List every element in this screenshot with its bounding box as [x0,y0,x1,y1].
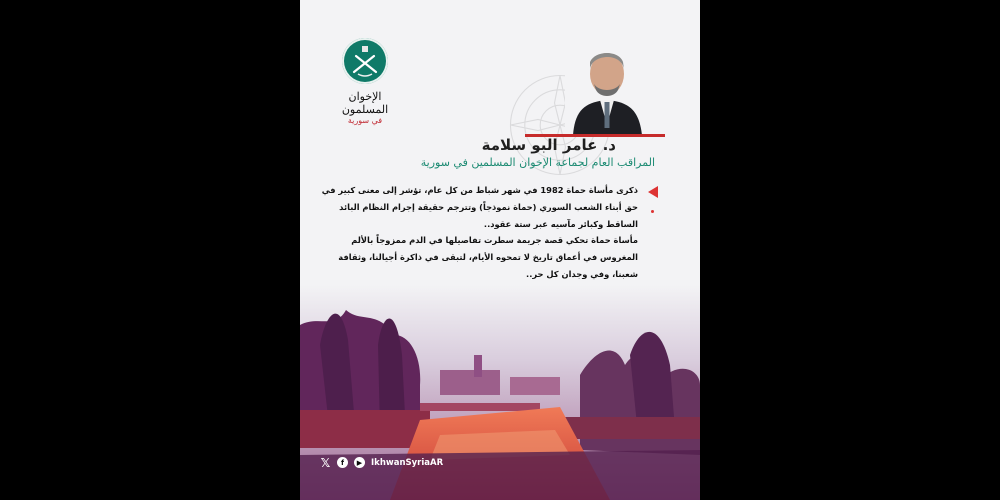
paragraph-2: مأساة حماة تحكي قصة جريمة سطرت تفاصيلها في الدم ممزوجاً بالألم المغروس في أعماق تاريخ لا تمحوه الأيام، لتبقى في ذاكرة أجيالنا، وثقافة شعبنا، وفي وجدان كل حر.. [338,235,638,279]
logo-subtitle: في سورية [347,116,383,125]
facebook-icon[interactable]: f [337,457,348,468]
x-icon[interactable]: 𝕏 [320,455,331,470]
paragraph-1: ذكرى مأساة حماة 1982 في شهر شباط من كل عام، تؤشر إلى معنى كبير في حق أبناء الشعب السوري (حماة نموذجاً) وتترجم حقيقة إجرام النظام البائد الساقط وكبائر مآسيه عبر ستة عقود.. [321,185,638,229]
bullet-arrow-icon [648,186,658,198]
brotherhood-logo [330,38,400,125]
person-title: المراقب العام لجماعة الإخوان المسلمين في سورية [420,156,655,169]
youtube-icon[interactable]: ▶ [354,457,365,468]
logo-emblem-icon [342,38,388,84]
person-name: د. عامر البو سلامة [481,136,616,154]
social-bar [320,457,443,468]
statement-card [300,0,700,500]
logo-text: الإخوان المسلمون [341,90,389,116]
social-handle: IkhwanSyriaAR [371,457,444,468]
portrait-photo [565,40,650,135]
bullet-dot [651,210,654,213]
